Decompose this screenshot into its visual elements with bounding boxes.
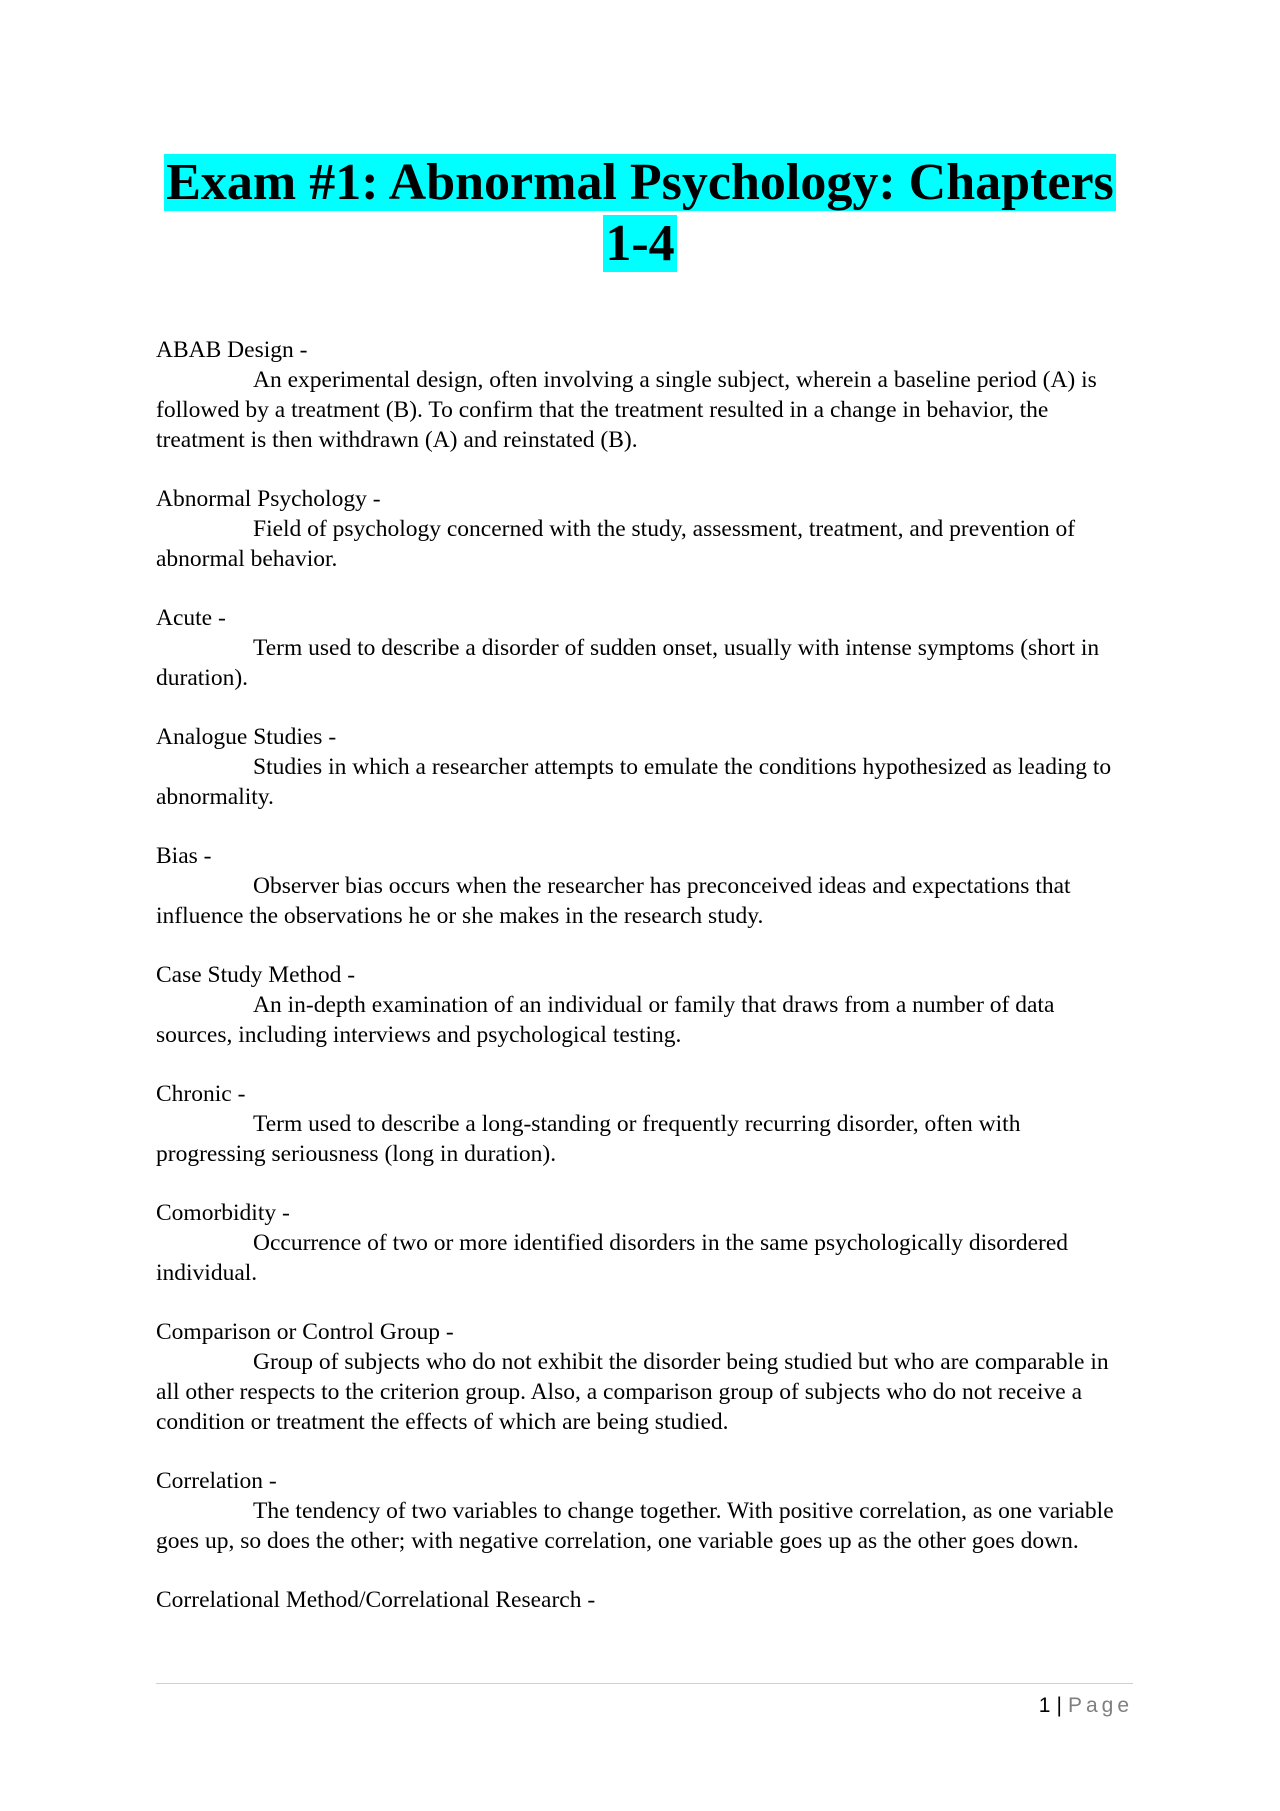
document-title [150,152,1130,274]
glossary-entry-comparison-control-group [156,1317,1126,1437]
glossary-entry-acute [156,603,1126,693]
glossary-definition: Term used to describe a disorder of sudden onset, usually with intense symptoms (short in duration). [156,635,1100,691]
glossary-definition: The tendency of two variables to change together. With positive correlation, as one variable goes up, so does the other; with negative correlation, one variable goes up as the other goes down. [156,1498,1114,1554]
glossary-entry-chronic [156,1079,1126,1169]
glossary-entry-analogue-studies [156,722,1126,812]
glossary-term: ABAB Design - [156,337,308,363]
glossary-definition: Group of subjects who do not exhibit the disorder being studied but who are comparable in all other respects to the criterion group. Also, a comparison group of subjects who do not receive a condition or treatment the effects of which are being studied. [156,1349,1109,1435]
glossary-term: Acute - [156,605,226,631]
glossary-entry-correlational-method [156,1585,1126,1615]
glossary-term: Comparison or Control Group - [156,1319,454,1345]
glossary-definition: Term used to describe a long-standing or frequently recurring disorder, often with progressing seriousness (long in duration). [156,1111,1021,1167]
glossary-list [156,335,1126,1644]
glossary-term: Correlational Method/Correlational Research - [156,1587,596,1613]
title-text-1: Exam #1: Abnormal Psychology: Chapters [166,154,1114,211]
glossary-entry-abab-design [156,335,1126,455]
page-footer [1039,1693,1133,1719]
page-label: Page [1067,1694,1133,1717]
title-text-2: 1-4 [605,215,675,272]
glossary-term: Chronic - [156,1081,246,1107]
footer-divider [156,1683,1133,1684]
glossary-definition: Observer bias occurs when the researcher has preconceived ideas and expectations that influence the observations he or she makes in the research study. [156,873,1071,929]
glossary-entry-comorbidity [156,1198,1126,1288]
glossary-term: Analogue Studies - [156,724,337,750]
glossary-entry-bias [156,841,1126,931]
glossary-term: Correlation - [156,1468,277,1494]
glossary-entry-correlation [156,1466,1126,1556]
glossary-definition: An experimental design, often involving a single subject, wherein a baseline period (A) is followed by a treatment (B). To confirm that the treatment resulted in a change in behavior, the treatment is then withdrawn (A) and reinstated (B). [156,367,1097,453]
glossary-definition: Occurrence of two or more identified disorders in the same psychologically disordered individual. [156,1230,1069,1286]
glossary-term: Bias - [156,843,212,869]
glossary-term: Comorbidity - [156,1200,290,1226]
glossary-entry-case-study-method [156,960,1126,1050]
glossary-definition: Field of psychology concerned with the study, assessment, treatment, and prevention of abnormal behavior. [156,516,1076,572]
glossary-definition: An in-depth examination of an individual or family that draws from a number of data sources, including interviews and psychological testing. [156,992,1055,1048]
glossary-entry-abnormal-psychology [156,484,1126,574]
glossary-term: Case Study Method - [156,962,356,988]
title-line-2 [150,213,1130,274]
footer-separator: | [1056,1694,1062,1717]
page-number: 1 [1038,1694,1051,1717]
glossary-term: Abnormal Psychology - [156,486,381,512]
title-line-1 [150,152,1130,213]
glossary-definition: Studies in which a researcher attempts to emulate the conditions hypothesized as leading to abnormality. [156,754,1112,810]
